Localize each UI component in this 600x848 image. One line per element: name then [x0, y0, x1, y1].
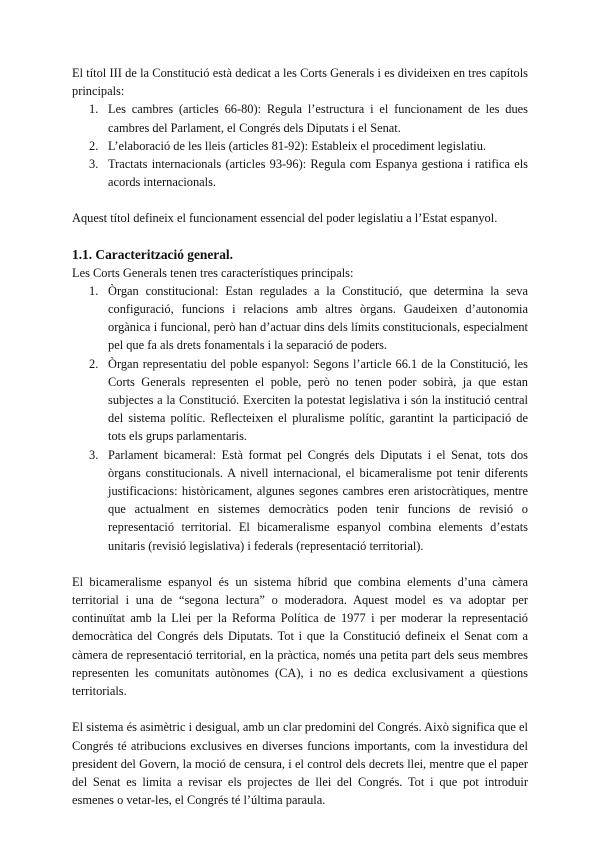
spacer [72, 191, 528, 209]
characteristics-list [72, 282, 528, 555]
list-item-text: Les cambres (articles 66-80): Regula l’estructura i el funcionament de les dues cambres del Parlament, el Congrés dels Diputats i el Senat. [108, 102, 528, 135]
list-item-text: Tractats internacionals (articles 93-96): Regula com Espanya gestiona i ratifica els acords internacionals. [108, 157, 528, 190]
summary-paragraph: Aquest títol defineix el funcionament essencial del poder legislatiu a l’Estat espanyol. [72, 211, 498, 226]
bicameralism-paragraph: El bicameralisme espanyol és un sistema híbrid que combina elements d’una càmera territorial i una de “segona lectura” o moderadora. Aquest model es va adoptar per continuïtat amb la Llei per la Reforma Política de 1977 i per moderar la representació democràtica del Congrés dels Diputats. Tot i que la Constitució defineix el Senat com a càmera de representació territorial, en la pràctica, només una petita part dels seus membres representen les comunitats autònomes (CA), i no es dedica exclusivament a qüestions territorials. [72, 574, 528, 699]
asymmetry-paragraph: El sistema és asimètric i desigual, amb un clar predomini del Congrés. Això significa que el Congrés té atribucions exclusives en diverses funcions importants, com la investidura del president del Govern, la moció de censura, i el control dels decrets llei, mentre que el paper del Senat es limita a revisar els projectes de llei del Congrés. Tot i que pot introduir esmenes o vetar-les, el Congrés té l’última paraula. [72, 720, 528, 808]
list-item [72, 446, 528, 555]
list-number: 2. [89, 356, 99, 371]
list-item-text: Parlament bicameral: Està format pel Congrés dels Diputats i el Senat, tots dos òrgans constitucionals. A nivell internacional, el bicameralisme pot tenir diferents justificacions: històricament, algunes segones cambres eren aristocràtiques, mentre que actualment en sistemes democràtics poden tenir funcions de revisió o representació territorial. El bicameralisme espanyol combina elements d’estats unitaris (revisió legislativa) i federals (representació territorial). [108, 447, 528, 553]
document-page [72, 64, 528, 809]
section-intro: Les Corts Generals tenen tres característiques principals: [72, 265, 354, 280]
list-item [72, 100, 528, 136]
spacer [72, 555, 528, 573]
list-item [72, 355, 528, 446]
list-item [72, 282, 528, 355]
list-item [72, 137, 528, 155]
list-item [72, 155, 528, 191]
chapters-list [72, 100, 528, 191]
list-number: 1. [89, 102, 99, 117]
section-heading: 1.1. Caracterització general. [72, 246, 233, 262]
spacer [72, 228, 528, 246]
intro-paragraph: El títol III de la Constitució està dedicat a les Corts Generals i es divideixen en tres capítols principals: [72, 66, 528, 99]
list-number: 1. [89, 283, 99, 298]
list-number: 3. [89, 157, 99, 172]
spacer [72, 700, 528, 718]
list-item-text: Òrgan representatiu del poble espanyol: Segons l’article 66.1 de la Constitució, les Corts Generals representen el poble, però no tenen poder sobirà, ja que estan subjectes a la Constitució. Exerciten la potestat legislativa i són la institució central del sistema polític. Reflecteixen el pluralisme polític, garantint la participació de tots els grups parlamentaris. [108, 356, 528, 444]
list-item-text: L’elaboració de les lleis (articles 81-92): Estableix el procediment legislatiu. [108, 138, 487, 153]
list-number: 3. [89, 447, 99, 462]
list-number: 2. [89, 138, 99, 153]
list-item-text: Òrgan constitucional: Estan regulades a la Constitució, que determina la seva configuració, funcions i relacions amb altres òrgans. Gaudeixen d’autonomia orgànica i funcional, però han d’actuar dins dels límits constitucionals, especialment pel que fa als drets fonamentals i la separació de poders. [108, 283, 528, 353]
